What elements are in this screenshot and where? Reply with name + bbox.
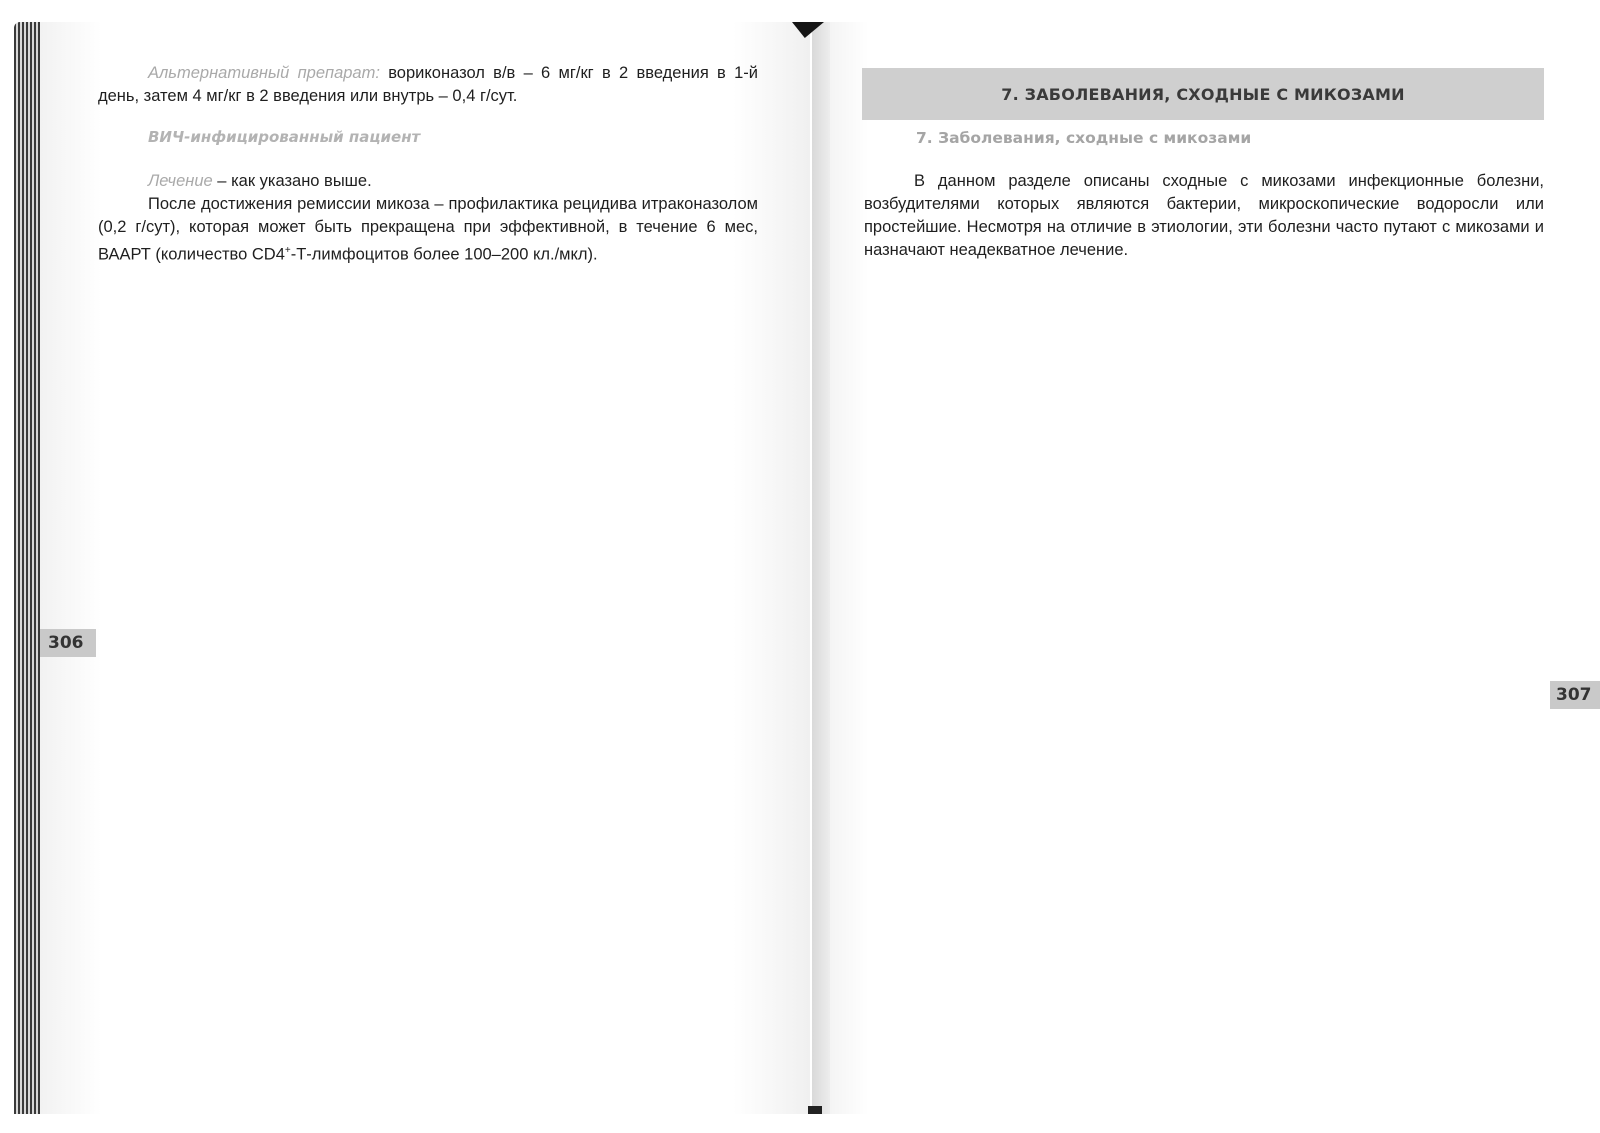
alt-drug-paragraph [98, 62, 758, 108]
chapter-title: 7. ЗАБОЛЕВАНИЯ, СХОДНЫЕ С МИКОЗАМИ [1001, 84, 1405, 104]
section-title: 7. Заболевания, сходные с микозами [916, 129, 1252, 147]
page-number-left: 306 [40, 629, 96, 657]
cd4-superscript: + [284, 245, 291, 256]
remission-tail: -Т-лимфоцитов более 100–200 кл./мкл). [290, 245, 598, 264]
treatment-paragraph [98, 170, 758, 193]
alt-drug-label: Альтернативный препарат: [148, 64, 380, 82]
hiv-patient-subhead: ВИЧ-инфицированный пациент [148, 128, 421, 146]
gutter-shadow-bottom [808, 1106, 822, 1114]
treatment-text: – как указано выше. [212, 172, 372, 190]
alt-drug-text: вориконазол в/в – 6 мг/кг в 2 введения в 1-й день, затем 4 мг/кг в 2 введения или внутрь – 0,4 г/сут. [98, 64, 758, 105]
treatment-label: Лечение [148, 172, 213, 190]
chapter-header-bar [862, 68, 1544, 120]
section-body: В данном разделе описаны сходные с микозами инфекционные болезни, возбудителями которых являются бактерии, микроскопические водоросли или простейшие. Несмотря на отличие в этиологии, эти болезни часто путают с микозами и назначают неадекватное лечение. [864, 172, 1544, 259]
page-number-right: 307 [1550, 681, 1600, 709]
remission-text: После достижения ремиссии микоза – профилактика рецидива итраконазолом (0,2 г/сут), которая может быть прекращена при эффективной, в течение 6 мес, ВААРТ (количество CD4 [98, 195, 758, 264]
remission-paragraph [98, 193, 758, 267]
